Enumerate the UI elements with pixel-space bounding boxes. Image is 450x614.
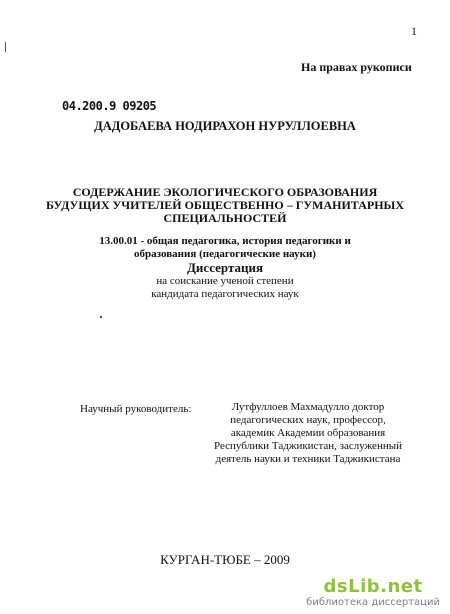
supervisor-line: Лутфуллоев Махмадулло доктор <box>231 401 385 413</box>
supervisor-details <box>208 401 408 466</box>
author-name: ДАДОБАЕВА НОДИРАХОН НУРУЛЛОЕВНА <box>94 119 356 133</box>
city-year: КУРГАН-ТЮБЕ – 2009 <box>160 552 290 567</box>
supervisor-line: деятель науки и техники Таджикистана <box>215 453 401 465</box>
degree-line: кандидата педагогических наук <box>151 288 299 300</box>
title-line: СПЕЦИАЛЬНОСТЕЙ <box>163 211 287 225</box>
supervisor-label: Научный руководитель: <box>80 403 192 415</box>
specialty-line: 13.00.01 - общая педагогика, история педагогики и <box>99 235 351 247</box>
degree-statement <box>0 275 450 301</box>
specialty-line: образования (педагогические науки) <box>134 248 316 260</box>
title-line: БУДУЩИХ УЧИТЕЛЕЙ ОБЩЕСТВЕННО – ГУМАНИТАРНЫХ <box>46 198 404 212</box>
watermark-subtitle: библиотека диссертаций <box>306 597 440 608</box>
dslib-watermark <box>306 576 440 608</box>
registration-code: 04.200.9 09205 <box>62 99 157 113</box>
supervisor-line: академик Академии образования <box>230 427 386 439</box>
specialty <box>0 235 450 261</box>
document-type: Диссертация <box>186 260 264 275</box>
scan-mark <box>100 316 102 318</box>
page-number: 1 <box>411 24 417 38</box>
scan-mark <box>5 42 6 52</box>
supervisor-line: Республики Таджикистан, заслуженный <box>213 440 402 452</box>
degree-line: на соискание ученой степени <box>156 275 294 287</box>
supervisor-line: педагогических наук, профессор, <box>230 414 386 426</box>
rights-note: На правах рукописи <box>301 60 412 74</box>
dissertation-title <box>0 186 450 225</box>
watermark-logo: dsLib.net <box>323 576 423 597</box>
title-line: СОДЕРЖАНИЕ ЭКОЛОГИЧЕСКОГО ОБРАЗОВАНИЯ <box>72 185 378 199</box>
